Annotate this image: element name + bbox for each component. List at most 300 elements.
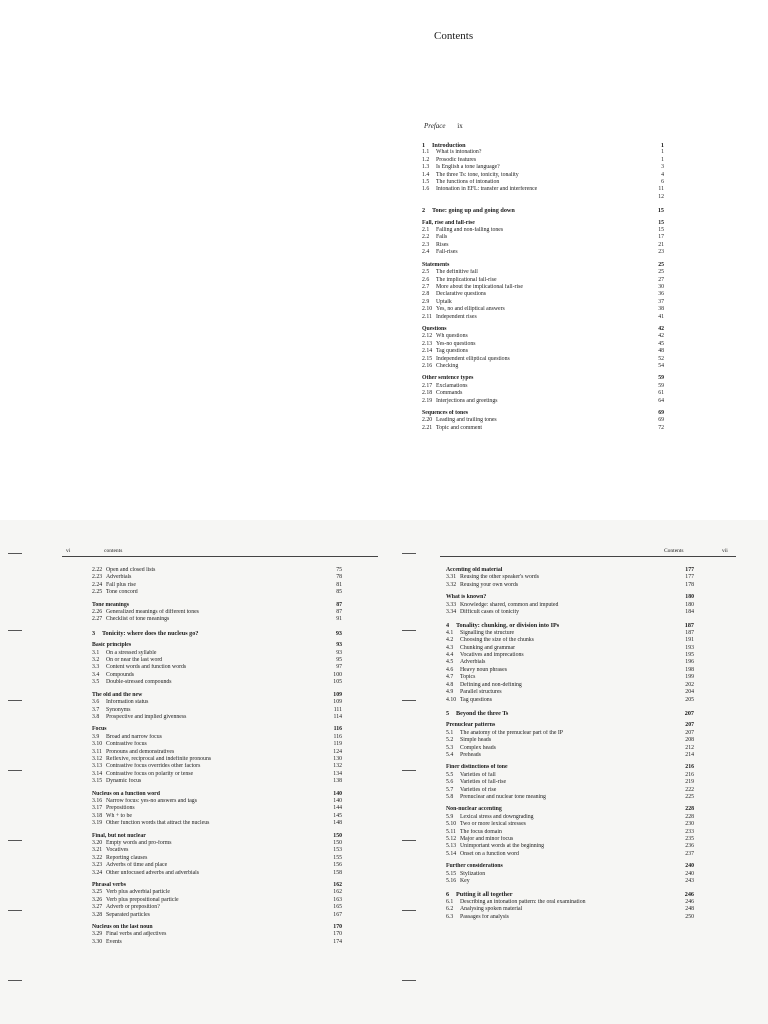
toc-entry xyxy=(92,771,342,778)
toc-entry xyxy=(92,889,342,896)
section-title: Finer distinctions of tone xyxy=(446,764,508,771)
entry-page: 187 xyxy=(685,629,694,636)
entry-page: 196 xyxy=(685,659,694,666)
section-page: 228 xyxy=(685,806,694,813)
toc-left-column xyxy=(92,567,342,946)
entry-number: 3.32 xyxy=(446,581,457,588)
entry-number: 3.12 xyxy=(92,755,103,762)
chapter-title: Putting it all together xyxy=(456,891,513,899)
toc-entry xyxy=(446,582,694,589)
toc-entry xyxy=(92,664,342,671)
entry-number: 2.25 xyxy=(92,589,103,596)
entry-title: Checking xyxy=(436,362,459,369)
entry-page: 54 xyxy=(658,362,664,369)
entry-page: 93 xyxy=(336,649,342,656)
entry-number: 4.3 xyxy=(446,644,454,651)
entry-number: 3.16 xyxy=(92,797,103,804)
entry-page: 100 xyxy=(333,671,342,678)
preface-page: ix xyxy=(457,122,463,130)
entry-title: Vocatives and imprecations xyxy=(460,652,524,659)
entry-title: Declarative questions xyxy=(436,291,487,298)
entry-number: 2.2 xyxy=(422,234,430,241)
entry-number: 5.14 xyxy=(446,850,457,857)
entry-title: Intonation in EFL: transfer and interference xyxy=(436,186,538,193)
entry-number: 4.5 xyxy=(446,659,454,666)
toc-entry xyxy=(92,582,342,589)
entry-number: 3.20 xyxy=(92,840,103,846)
entry-page: 72 xyxy=(658,424,664,431)
toc-entry xyxy=(446,697,694,704)
toc-right-column xyxy=(446,567,694,921)
section-heading xyxy=(92,833,342,840)
entry-title: Defining and non-defining xyxy=(460,681,522,688)
edge-mark xyxy=(8,700,22,701)
toc-entry xyxy=(92,714,342,721)
chapter-title: Tone: going up and going down xyxy=(432,207,515,215)
entry-title: Wh + to be xyxy=(106,812,132,819)
entry-title: Generalized meanings of different tones xyxy=(106,609,199,616)
entry-title: Verb plus prepositional particle xyxy=(106,896,179,903)
entry-number: 5.4 xyxy=(446,751,454,758)
entry-page: 184 xyxy=(685,609,694,616)
entry-page: 144 xyxy=(333,805,342,812)
toc-entry xyxy=(422,398,664,405)
toc-entry xyxy=(422,383,664,390)
toc-entry xyxy=(422,179,664,186)
section-title: Accenting old material xyxy=(446,567,503,573)
entry-number: 5.10 xyxy=(446,821,457,828)
entry-number: 3.8 xyxy=(92,713,100,720)
entry-page: 114 xyxy=(333,713,342,720)
entry-number: 3.26 xyxy=(92,896,103,903)
edge-mark xyxy=(8,770,22,771)
entry-page: 11 xyxy=(658,186,664,193)
entry-title: Other function words that attract the nucleus xyxy=(106,820,210,827)
entry-page: 205 xyxy=(685,696,694,703)
section-page: 177 xyxy=(685,567,694,573)
entry-number: 2.13 xyxy=(422,340,433,347)
chapter-page: 207 xyxy=(684,709,694,717)
toc-entry xyxy=(92,870,342,877)
toc-entry xyxy=(422,417,664,424)
toc-entry xyxy=(422,172,664,179)
section-title: Tone meanings xyxy=(92,601,129,608)
entry-page: 97 xyxy=(336,664,342,671)
entry-page: 214 xyxy=(685,751,694,758)
entry-page: 37 xyxy=(658,298,664,305)
right-running-head: Contents xyxy=(664,548,684,554)
chapter-heading xyxy=(446,891,694,898)
section-heading xyxy=(422,220,664,227)
entry-number: 2.19 xyxy=(422,397,433,404)
section-title: Sequences of tones xyxy=(422,410,469,416)
entry-title: Exclamations xyxy=(436,382,468,389)
toc-entry xyxy=(422,356,664,363)
section-title: Non-nuclear accenting xyxy=(446,806,502,813)
chapter-number: 5 xyxy=(446,709,450,717)
entry-number: 3.18 xyxy=(92,812,103,819)
chapter-number: 1 xyxy=(422,142,426,149)
toc-entry xyxy=(422,348,664,355)
entry-page: 61 xyxy=(658,390,664,397)
toc-entry xyxy=(422,314,664,321)
entry-title: The three Ts: tone, tonicity, tonality xyxy=(436,171,519,178)
edge-mark xyxy=(402,700,416,701)
entry-number: 3.27 xyxy=(92,904,103,911)
toc-entry xyxy=(446,689,694,696)
entry-page: 148 xyxy=(333,820,342,827)
toc-entry xyxy=(422,333,664,340)
section-heading xyxy=(92,726,342,733)
toc-entry xyxy=(422,425,664,432)
edge-mark xyxy=(402,980,416,981)
entry-number: 4.10 xyxy=(446,696,457,703)
entry-page: 225 xyxy=(685,793,694,800)
toc-entry xyxy=(446,821,694,828)
entry-number: 5.13 xyxy=(446,843,457,850)
section-heading xyxy=(422,262,664,269)
entry-number: 3.19 xyxy=(92,820,103,827)
toc-entry xyxy=(92,897,342,904)
entry-number: 2.20 xyxy=(422,417,433,424)
entry-page: 38 xyxy=(658,306,664,313)
entry-title: Yes-no questions xyxy=(436,340,476,347)
toc-entry xyxy=(422,306,664,313)
entry-page: 111 xyxy=(333,706,342,713)
page-title: Contents xyxy=(434,30,474,42)
entry-number: 5.15 xyxy=(446,870,457,877)
entry-number: 3.30 xyxy=(92,938,103,945)
toc-entry xyxy=(446,906,694,913)
toc-top-column xyxy=(422,142,664,432)
entry-page: 45 xyxy=(658,340,664,347)
chapter-page: 93 xyxy=(335,629,342,637)
entry-number: 6.3 xyxy=(446,913,454,920)
chapter-title: Tonality: chunking, or division into IPs xyxy=(456,622,560,630)
entry-number: 2.3 xyxy=(422,241,430,248)
section-title: The old and the new xyxy=(92,691,143,698)
entry-number: 2.1 xyxy=(422,227,430,234)
entry-page: 23 xyxy=(658,249,664,256)
entry-title: Falling and non-falling tones xyxy=(436,227,504,234)
toc-entry xyxy=(92,567,342,574)
entry-page: 4 xyxy=(661,171,664,178)
entry-page: 233 xyxy=(685,828,694,835)
entry-page: 12 xyxy=(658,193,664,200)
entry-number: 2.10 xyxy=(422,306,433,313)
entry-title: Topic and comment xyxy=(436,424,482,431)
toc-entry xyxy=(446,667,694,674)
entry-title: Contrastive focus overrides other factors xyxy=(106,763,201,770)
entry-number: 2.5 xyxy=(422,269,430,276)
section-heading xyxy=(92,642,342,649)
entry-number: 1.3 xyxy=(422,164,430,171)
entry-title: More about the implicational fall-rise xyxy=(436,283,523,290)
section-title: What is known? xyxy=(446,594,487,601)
entry-number: 4.8 xyxy=(446,681,454,688)
entry-number: 3.1 xyxy=(92,649,100,656)
entry-title: Prenuclear and nuclear tone meaning xyxy=(460,793,546,800)
entry-title: Adverb or preposition? xyxy=(106,904,160,911)
entry-title: Broad and narrow focus xyxy=(106,733,162,740)
entry-page: 162 xyxy=(333,889,342,896)
section-title: Further considerations xyxy=(446,863,503,870)
toc-entry xyxy=(92,798,342,805)
section-title: Nucleus on the last noun xyxy=(92,924,153,931)
entry-title: Knowledge: shared, common and imputed xyxy=(460,601,559,608)
toc-entry xyxy=(446,730,694,737)
entry-number: 2.6 xyxy=(422,276,430,283)
toc-entry xyxy=(422,242,664,249)
entry-page: 95 xyxy=(336,657,342,664)
entry-title: Independent rises xyxy=(436,313,477,320)
section-page: 170 xyxy=(333,924,342,931)
entry-number: 3.10 xyxy=(92,741,103,748)
entry-title: Leading and trailing tones xyxy=(436,417,497,424)
entry-page: 167 xyxy=(333,911,342,918)
entry-number: 2.4 xyxy=(422,249,430,256)
chapter-title: Beyond the three Ts xyxy=(456,709,509,717)
section-page: 180 xyxy=(685,594,694,601)
entry-number: 4.4 xyxy=(446,652,454,659)
section-page: 109 xyxy=(333,691,342,698)
entry-page: 174 xyxy=(333,938,342,945)
section-title: Statements xyxy=(422,261,450,268)
entry-page: 48 xyxy=(658,348,664,355)
section-page: 162 xyxy=(333,882,342,889)
toc-entry xyxy=(92,778,342,785)
entry-page: 198 xyxy=(685,666,694,673)
entry-page: 30 xyxy=(658,283,664,290)
entry-page: 170 xyxy=(333,931,342,938)
entry-page: 36 xyxy=(658,291,664,298)
entry-title: Contrastive focus on polarity or tense xyxy=(106,770,194,777)
entry-page: 52 xyxy=(658,355,664,362)
toc-entry xyxy=(422,269,664,276)
chapter-number: 6 xyxy=(446,891,450,899)
toc-entry xyxy=(446,630,694,637)
section-page: 42 xyxy=(658,325,664,332)
toc-entry xyxy=(446,602,694,609)
entry-title: Varieties of rise xyxy=(460,786,497,793)
entry-title: Preheads xyxy=(460,751,481,758)
entry-title: Information status xyxy=(106,699,149,706)
toc-entry xyxy=(92,912,342,919)
entry-title: Passages for analysis xyxy=(460,913,509,920)
entry-title: Reusing your own words xyxy=(460,581,519,588)
entry-title: The implicational fall-rise xyxy=(436,276,497,283)
entry-title: Verb plus adverbial particle xyxy=(106,889,170,896)
toc-entry xyxy=(92,756,342,763)
entry-page: 138 xyxy=(333,778,342,785)
entry-number: 5.3 xyxy=(446,744,454,751)
chapter-heading xyxy=(446,622,694,629)
entry-page: 165 xyxy=(333,904,342,911)
entry-title: Heavy noun phrases xyxy=(460,666,508,673)
entry-page: 6 xyxy=(661,179,664,186)
entry-title: Other unfocused adverbs and adverbials xyxy=(106,869,200,876)
entry-page: 204 xyxy=(685,689,694,696)
toc-entry xyxy=(92,855,342,862)
toc-entry xyxy=(446,829,694,836)
entry-title: On or near the last word xyxy=(106,657,163,664)
toc-entry xyxy=(92,734,342,741)
entry-page: 202 xyxy=(685,681,694,688)
section-page: 25 xyxy=(658,261,664,268)
entry-number: 2.8 xyxy=(422,291,430,298)
toc-entry xyxy=(446,637,694,644)
toc-entry xyxy=(446,682,694,689)
entry-title: The definitive fall xyxy=(436,269,478,276)
entry-page: 240 xyxy=(685,870,694,877)
entry-number: 3.2 xyxy=(92,657,100,664)
toc-entry xyxy=(422,284,664,291)
entry-title: Is English a tone language? xyxy=(436,164,500,171)
entry-number: 6.1 xyxy=(446,898,454,905)
entry-title: Adverbials xyxy=(106,574,132,581)
entry-page: 250 xyxy=(685,913,694,920)
entry-number: 2.12 xyxy=(422,333,433,340)
toc-entry xyxy=(446,899,694,906)
entry-page: 177 xyxy=(685,574,694,581)
entry-number: 1.2 xyxy=(422,156,430,163)
toc-entry xyxy=(422,291,664,298)
entry-number: 3.3 xyxy=(92,664,100,671)
toc-entry xyxy=(92,574,342,581)
entry-page: 237 xyxy=(685,850,694,857)
toc-entry xyxy=(446,814,694,821)
toc-entry xyxy=(92,847,342,854)
entry-spacer xyxy=(422,194,646,201)
chapter-title: Tonicity: where does the nucleus go? xyxy=(102,629,199,637)
entry-page: 124 xyxy=(333,748,342,755)
entry-title: Dynamic focus xyxy=(106,778,142,785)
section-title: Nucleus on a function word xyxy=(92,790,160,797)
right-page-number: vii xyxy=(722,548,728,554)
entry-number: 5.16 xyxy=(446,878,457,885)
toc-entry xyxy=(422,390,664,397)
entry-number: 3.24 xyxy=(92,869,103,876)
entry-number: 3.13 xyxy=(92,763,103,770)
entry-page: 230 xyxy=(685,821,694,828)
entry-page: 246 xyxy=(685,898,694,905)
entry-title: Fall plus rise xyxy=(106,581,136,588)
chapter-page: 1 xyxy=(660,142,664,149)
section-page: 69 xyxy=(658,410,664,416)
toc-entry xyxy=(446,779,694,786)
entry-title: Onset on a function word xyxy=(460,850,519,857)
edge-mark xyxy=(402,553,416,554)
entry-page: 199 xyxy=(685,674,694,681)
entry-title: Yes, no and elliptical answers xyxy=(436,306,505,313)
toc-entry xyxy=(422,227,664,234)
toc-entry xyxy=(92,763,342,770)
entry-number: 3.6 xyxy=(92,699,100,706)
entry-number: 2.24 xyxy=(92,581,103,588)
entry-title: Prospective and implied givenness xyxy=(106,713,187,720)
entry-title: Tag questions xyxy=(460,696,492,703)
entry-title: Unimportant words at the beginning xyxy=(460,843,545,850)
toc-entry xyxy=(92,939,342,946)
right-lead-sections xyxy=(446,567,694,616)
toc-entry xyxy=(92,609,342,616)
entry-page: 163 xyxy=(333,896,342,903)
toc-entry xyxy=(422,249,664,256)
entry-title: Adverbs of time and place xyxy=(106,862,168,869)
edge-mark xyxy=(8,910,22,911)
section-title: Other sentence types xyxy=(422,375,474,382)
edge-mark xyxy=(402,770,416,771)
entry-title: Open and closed lists xyxy=(106,567,156,573)
entry-number: 4.9 xyxy=(446,689,454,696)
section-title: Fall, rise and fall-rise xyxy=(422,219,475,226)
section-page: 140 xyxy=(333,790,342,797)
entry-number: 2.22 xyxy=(92,567,103,573)
entry-page: 212 xyxy=(685,744,694,751)
entry-number: 3.14 xyxy=(92,770,103,777)
entry-title: Rises xyxy=(436,241,449,248)
entry-title: Double-stressed compounds xyxy=(106,679,172,686)
left-page-number: vi xyxy=(66,548,71,554)
entry-page: 41 xyxy=(658,313,664,320)
entry-title: Pronouns and demonstratives xyxy=(106,748,175,755)
entry-page: 130 xyxy=(333,755,342,762)
entry-number: 3.21 xyxy=(92,847,103,854)
entry-page: 155 xyxy=(333,854,342,861)
toc-entry xyxy=(446,652,694,659)
chapter-page: 187 xyxy=(684,622,694,630)
toc-entry xyxy=(92,931,342,938)
entry-number: 2.16 xyxy=(422,362,433,369)
entry-title: Tag questions xyxy=(436,348,468,355)
edge-mark xyxy=(402,630,416,631)
section-page: 150 xyxy=(333,832,342,839)
entry-number: 3.34 xyxy=(446,609,457,616)
toc-entry xyxy=(446,878,694,885)
toc-entry xyxy=(92,813,342,820)
entry-title: Reporting clauses xyxy=(106,854,148,861)
left-running-head: contents xyxy=(104,548,123,554)
entry-number: 1.4 xyxy=(422,171,430,178)
entry-title: Contrastive focus xyxy=(106,741,147,748)
toc-entry xyxy=(446,836,694,843)
entry-page: 17 xyxy=(658,234,664,241)
left-header-rule xyxy=(62,556,378,557)
entry-title: On a stressed syllable xyxy=(106,649,157,656)
entry-page: 81 xyxy=(336,581,342,588)
entry-page: 228 xyxy=(685,813,694,820)
entry-page: 236 xyxy=(685,843,694,850)
toc-entry xyxy=(446,851,694,858)
chapter-number: 2 xyxy=(422,207,426,215)
entry-title: Prosodic features xyxy=(436,156,477,163)
entry-page: 150 xyxy=(333,840,342,846)
toc-entry xyxy=(446,843,694,850)
entry-title: Choosing the size of the chunks xyxy=(460,637,534,644)
section-page: 15 xyxy=(658,219,664,226)
toc-entry xyxy=(422,186,664,193)
entry-title: Lexical stress and downgrading xyxy=(460,813,534,820)
entry-title: Interjections and greetings xyxy=(436,397,498,404)
toc-entry xyxy=(92,679,342,686)
entry-page: 153 xyxy=(333,847,342,854)
entry-number: 5.5 xyxy=(446,771,454,778)
entry-number: 2.23 xyxy=(92,574,103,581)
toc-entry xyxy=(92,616,342,623)
entry-title: Reusing the other speaker's words xyxy=(460,574,539,581)
section-heading xyxy=(92,692,342,699)
entry-title: Uptalk xyxy=(436,298,452,305)
